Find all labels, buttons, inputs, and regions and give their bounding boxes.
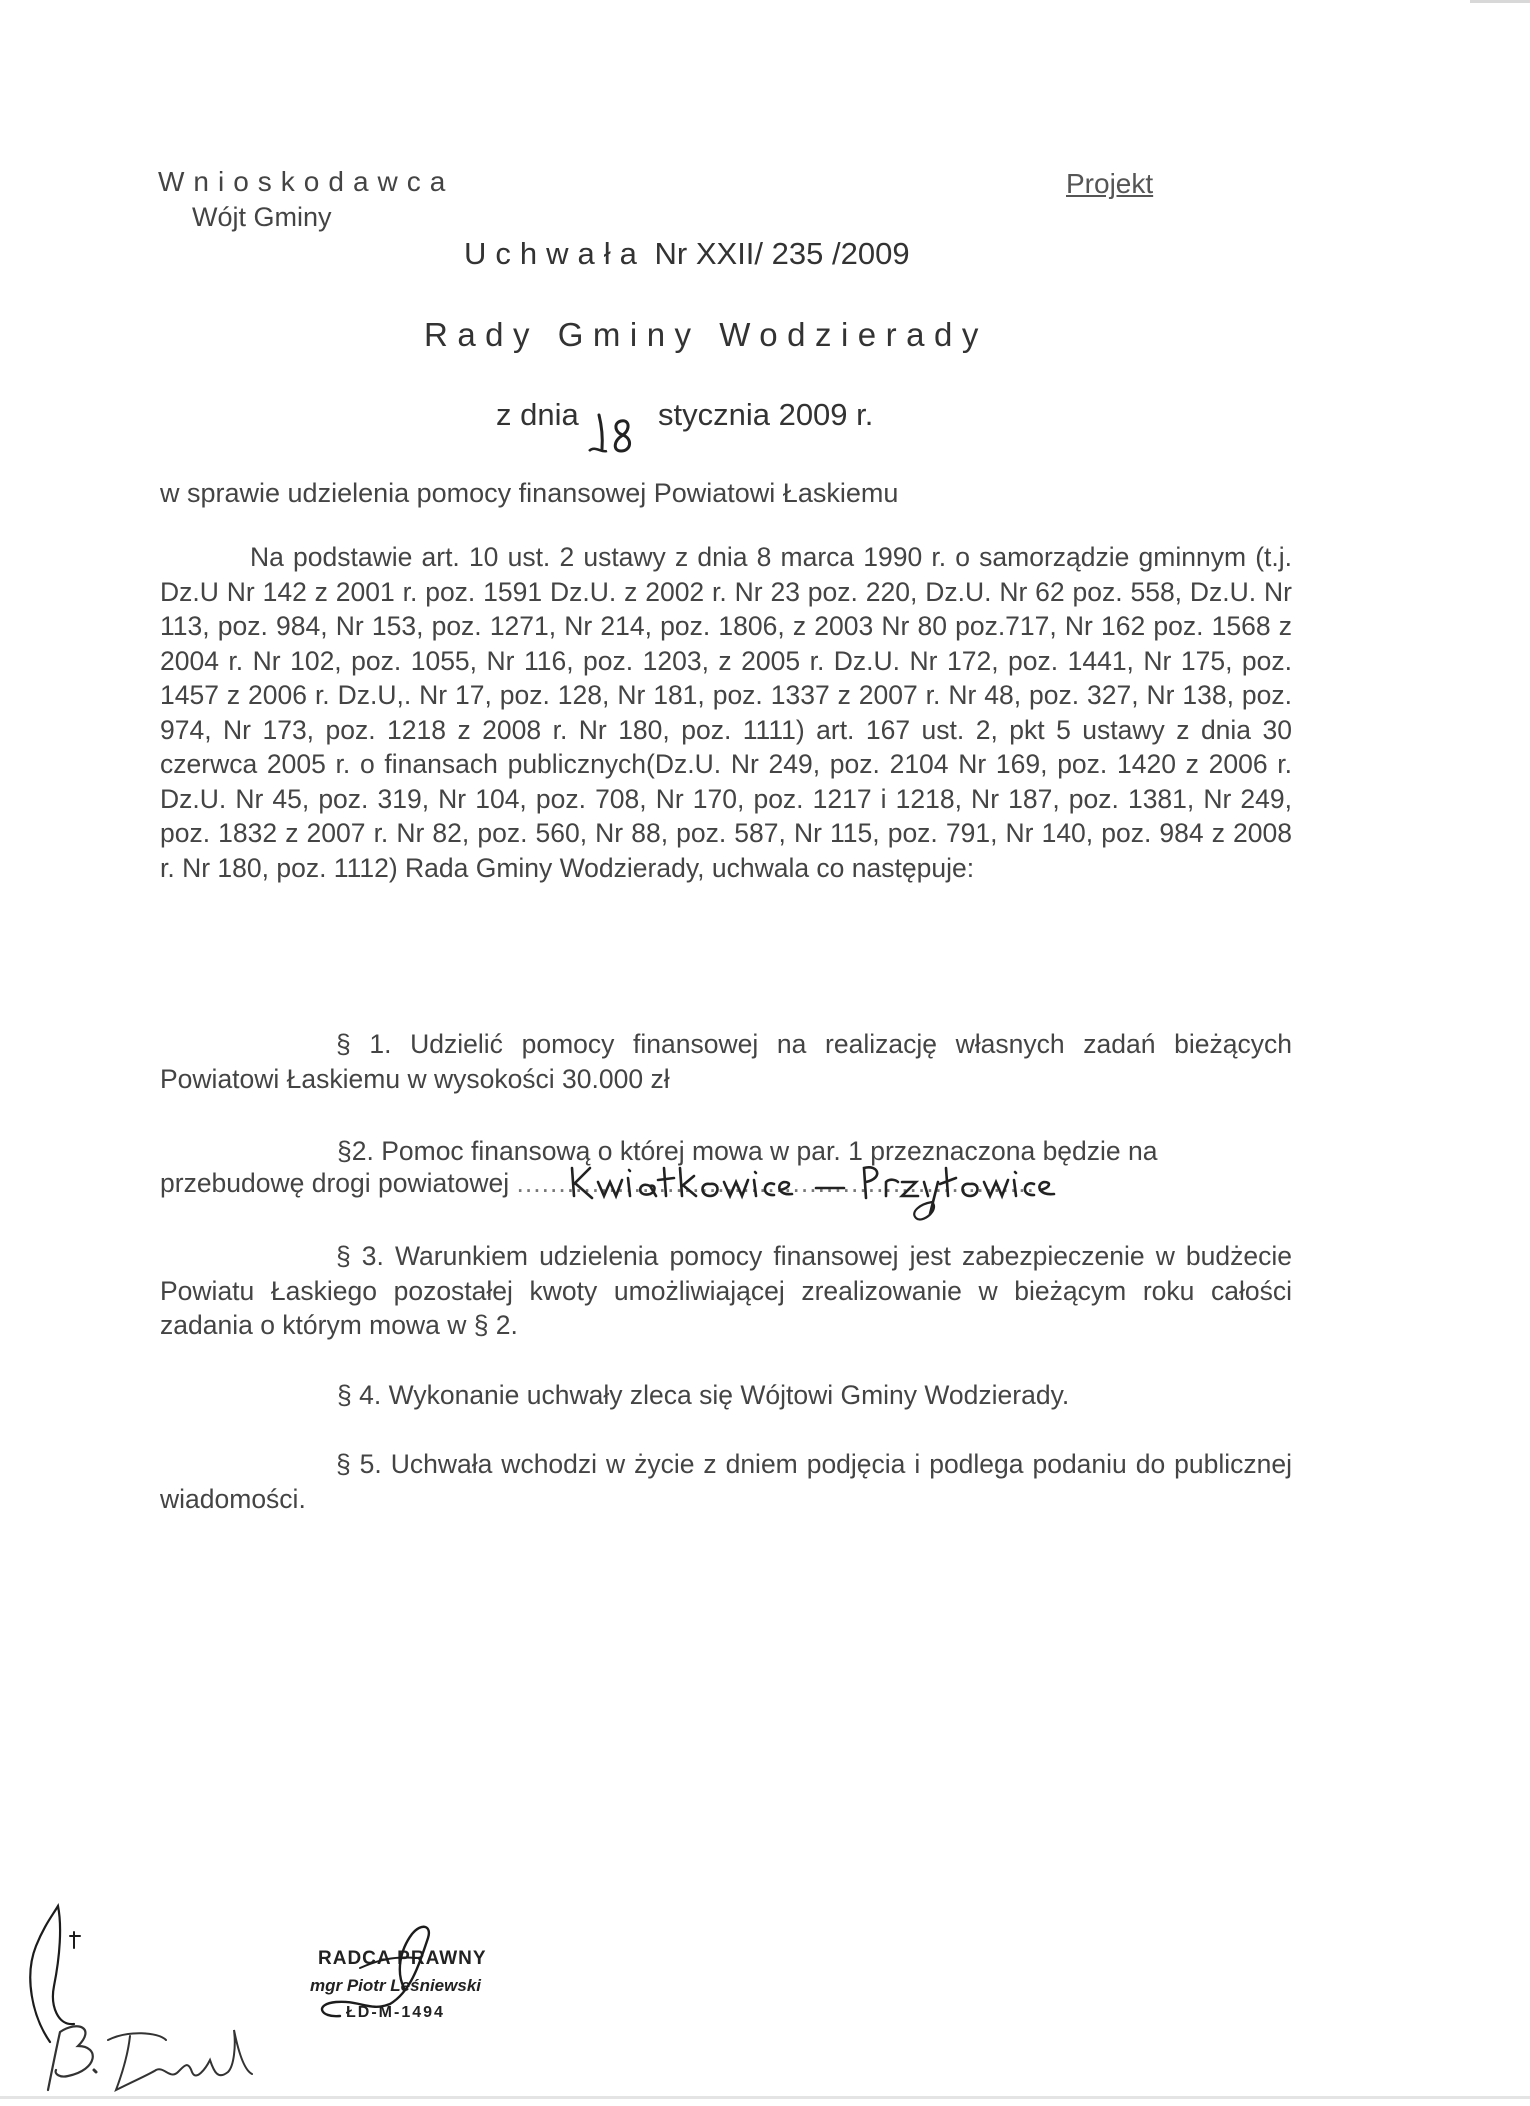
legal-counsel-signature xyxy=(300,1908,450,2028)
handwritten-road-name-svg xyxy=(560,1138,1120,1228)
legal-basis-paragraph xyxy=(160,540,1292,885)
section-1 xyxy=(160,1027,1292,1096)
resolution-number: Nr XXII/ 235 /2009 xyxy=(654,236,910,271)
resolution-date xyxy=(496,397,873,433)
stamp-name: mgr Piotr Leśniewski xyxy=(310,1976,481,1995)
section-3 xyxy=(160,1239,1292,1343)
section-3-text: § 3. Warunkiem udzielenia pomocy finansowej jest zabezpieczenie w budżecie Powiatu Łaskiego pozostałej kwoty umożliwiającej zrealizowanie w bieżącym roku całości zadania o którym mowa w § 2. xyxy=(160,1241,1292,1340)
draft-label: Projekt xyxy=(1066,168,1154,199)
section-1-text: § 1. Udzielić pomocy finansowej na realizację własnych zadań bieżących Powiatowi Łaskiemu w wysokości 30.000 zł xyxy=(160,1029,1292,1094)
applicant-role: Wójt Gminy xyxy=(192,202,332,232)
stamp-title: RADCA PRAWNY xyxy=(318,1948,487,1969)
council-name: Rady Gminy Wodzierady xyxy=(424,316,988,353)
section-2-line-1: §2. Pomoc finansową o której mowa w par. 1 przeznaczona będzie na xyxy=(337,1136,1158,1166)
scan-edge-top xyxy=(1470,0,1530,3)
resolution-subject: w sprawie udzielenia pomocy finansowej Powiatowi Łaskiemu xyxy=(160,478,899,508)
initials-signature xyxy=(38,2010,268,2100)
resolution-word: Uchwała xyxy=(464,236,646,271)
section-2-text: przebudowę drogi powiatowej xyxy=(160,1168,510,1198)
section-2-dots: .............................................................. xyxy=(516,1168,1035,1198)
section-5 xyxy=(160,1447,1292,1516)
applicant-label: Wnioskodawca xyxy=(158,166,455,197)
handwritten-road-name xyxy=(560,1138,1120,1233)
date-suffix: stycznia 2009 r. xyxy=(657,397,874,432)
stamp-registration: ŁD-M-1494 xyxy=(346,2004,445,2021)
legal-basis-text: Na podstawie art. 10 ust. 2 ustawy z dnia 8 marca 1990 r. o samorządzie gminnym (t.j. Dz.U Nr 142 z 2001 r. poz. 1591 Dz.U. z 2002 r. Nr 23 poz. 220, Dz.U. Nr 62 poz. 558, Dz.U. Nr 113, poz. 984, Nr 153, poz. 1271, Nr 214, poz. 1806, z 2003 Nr 80 poz.717, Nr 162 poz. 1568 z 2004 r. Nr 102, poz. 1055, Nr 116, poz. 1203, z 2005 r. Dz.U. Nr 172, poz. 1441, Nr 175, poz. 1457 z 2006 r. Dz.U,. Nr 17, poz. 128, Nr 181, poz. 1337 z 2007 r. Nr 48, poz. 327, Nr 138, poz. 974, Nr 173, poz. 1218 z 2008 r. Nr 180, poz. 1111) art. 167 ust. 2, pkt 5 ustawy z dnia 30 czerwca 2005 r. o finansach publicznych(Dz.U. Nr 249, poz. 2104 Nr 169, poz. 1420 z 2006 r. Dz.U. Nr 45, poz. 319, Nr 104, poz. 708, Nr 170, poz. 1217 i 1218, Nr 187, poz. 1381, Nr 249, poz. 1832 z 2007 r. Nr 82, poz. 560, Nr 88, poz. 587, Nr 115, poz. 791, Nr 140, poz. 984 z 2008 r. Nr 180, poz. 1112) Rada Gminy Wodzierady, uchwala co następuje: xyxy=(160,542,1292,883)
section-5-text: § 5. Uchwała wchodzi w życie z dniem podjęcia i podlega podaniu do publicznej wiadomości. xyxy=(160,1449,1292,1514)
section-4: § 4. Wykonanie uchwały zleca się Wójtowi Gminy Wodzierady. xyxy=(337,1380,1070,1410)
resolution-title xyxy=(464,236,910,272)
date-prefix: z dnia xyxy=(496,397,579,432)
